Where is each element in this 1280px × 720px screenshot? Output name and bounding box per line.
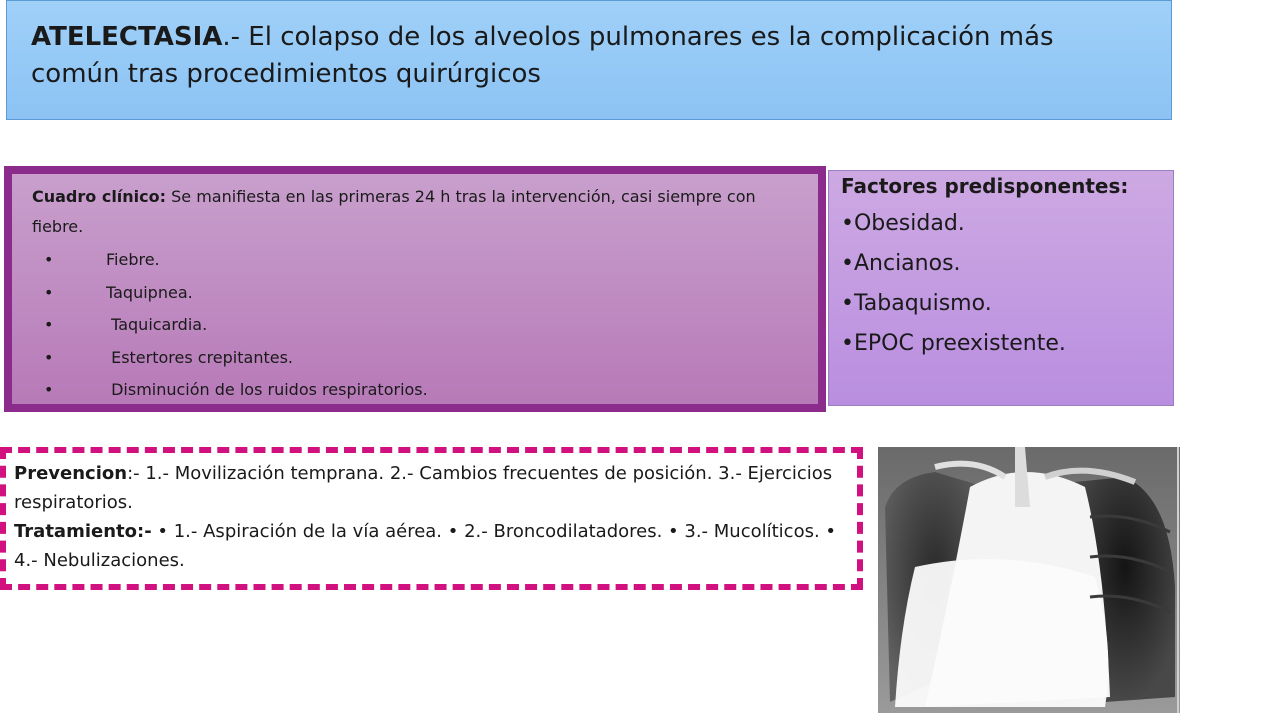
treatment-text: • 1.- Aspiración de la vía aérea. • 2.- Broncodilatadores. • 3.- Mucolíticos. • 4.- Nebulizaciones. [14, 521, 837, 571]
clinical-bullet: • Estertores crepitantes. [32, 342, 804, 375]
prevention-paragraph [14, 459, 847, 517]
clinical-bullet-text: Taquipnea. [106, 282, 193, 302]
factor-item: •Ancianos. [841, 251, 961, 276]
chest-xray-graphic [875, 447, 1180, 713]
factors-box [828, 170, 1174, 406]
clinical-bullet: • Taquipnea. [32, 277, 804, 310]
treatment-label: Tratamiento:- [14, 521, 152, 542]
title-bold-word: ATELECTASIA [31, 22, 223, 52]
clinical-bullet-text: Fiebre. [106, 250, 160, 269]
clinical-label: Cuadro clínico: [32, 187, 167, 206]
clinical-box [4, 166, 826, 412]
title-box [6, 0, 1172, 120]
factor-item: •Obesidad. [841, 211, 965, 236]
clinical-bullet-text: Disminución de los ruidos respiratorios. [106, 380, 428, 399]
treatment-paragraph [14, 517, 847, 575]
prevention-label: Prevencion [14, 463, 128, 484]
chest-xray-image [875, 447, 1180, 713]
clinical-bullet: • Disminución de los ruidos respiratorios. [32, 374, 804, 407]
slide-title [31, 19, 1149, 93]
clinical-bullet: • Fiebre. [32, 244, 804, 277]
factor-item: •Tabaquismo. [841, 291, 992, 316]
prevention-text: :- 1.- Movilización temprana. 2.- Cambios frecuentes de posición. 3.- Ejercicios respiratorios. [14, 463, 833, 513]
clinical-bullet-text: Estertores crepitantes. [106, 347, 294, 367]
clinical-intro [32, 182, 804, 242]
clinical-bullet-text: Taquicardia. [106, 315, 208, 334]
factors-title: Factores predisponentes: [841, 174, 1129, 198]
prevention-box [0, 447, 863, 590]
title-rest-text: .- El colapso de los alveolos pulmonares es la complicación más común tras procedimientos quirúrgicos [31, 22, 1054, 89]
clinical-bullet: • Taquicardia. [32, 309, 804, 342]
factor-item: •EPOC preexistente. [841, 331, 1066, 356]
clinical-intro-text: Se manifiesta en las primeras 24 h tras la intervención, casi siempre con fiebre. [32, 187, 756, 236]
